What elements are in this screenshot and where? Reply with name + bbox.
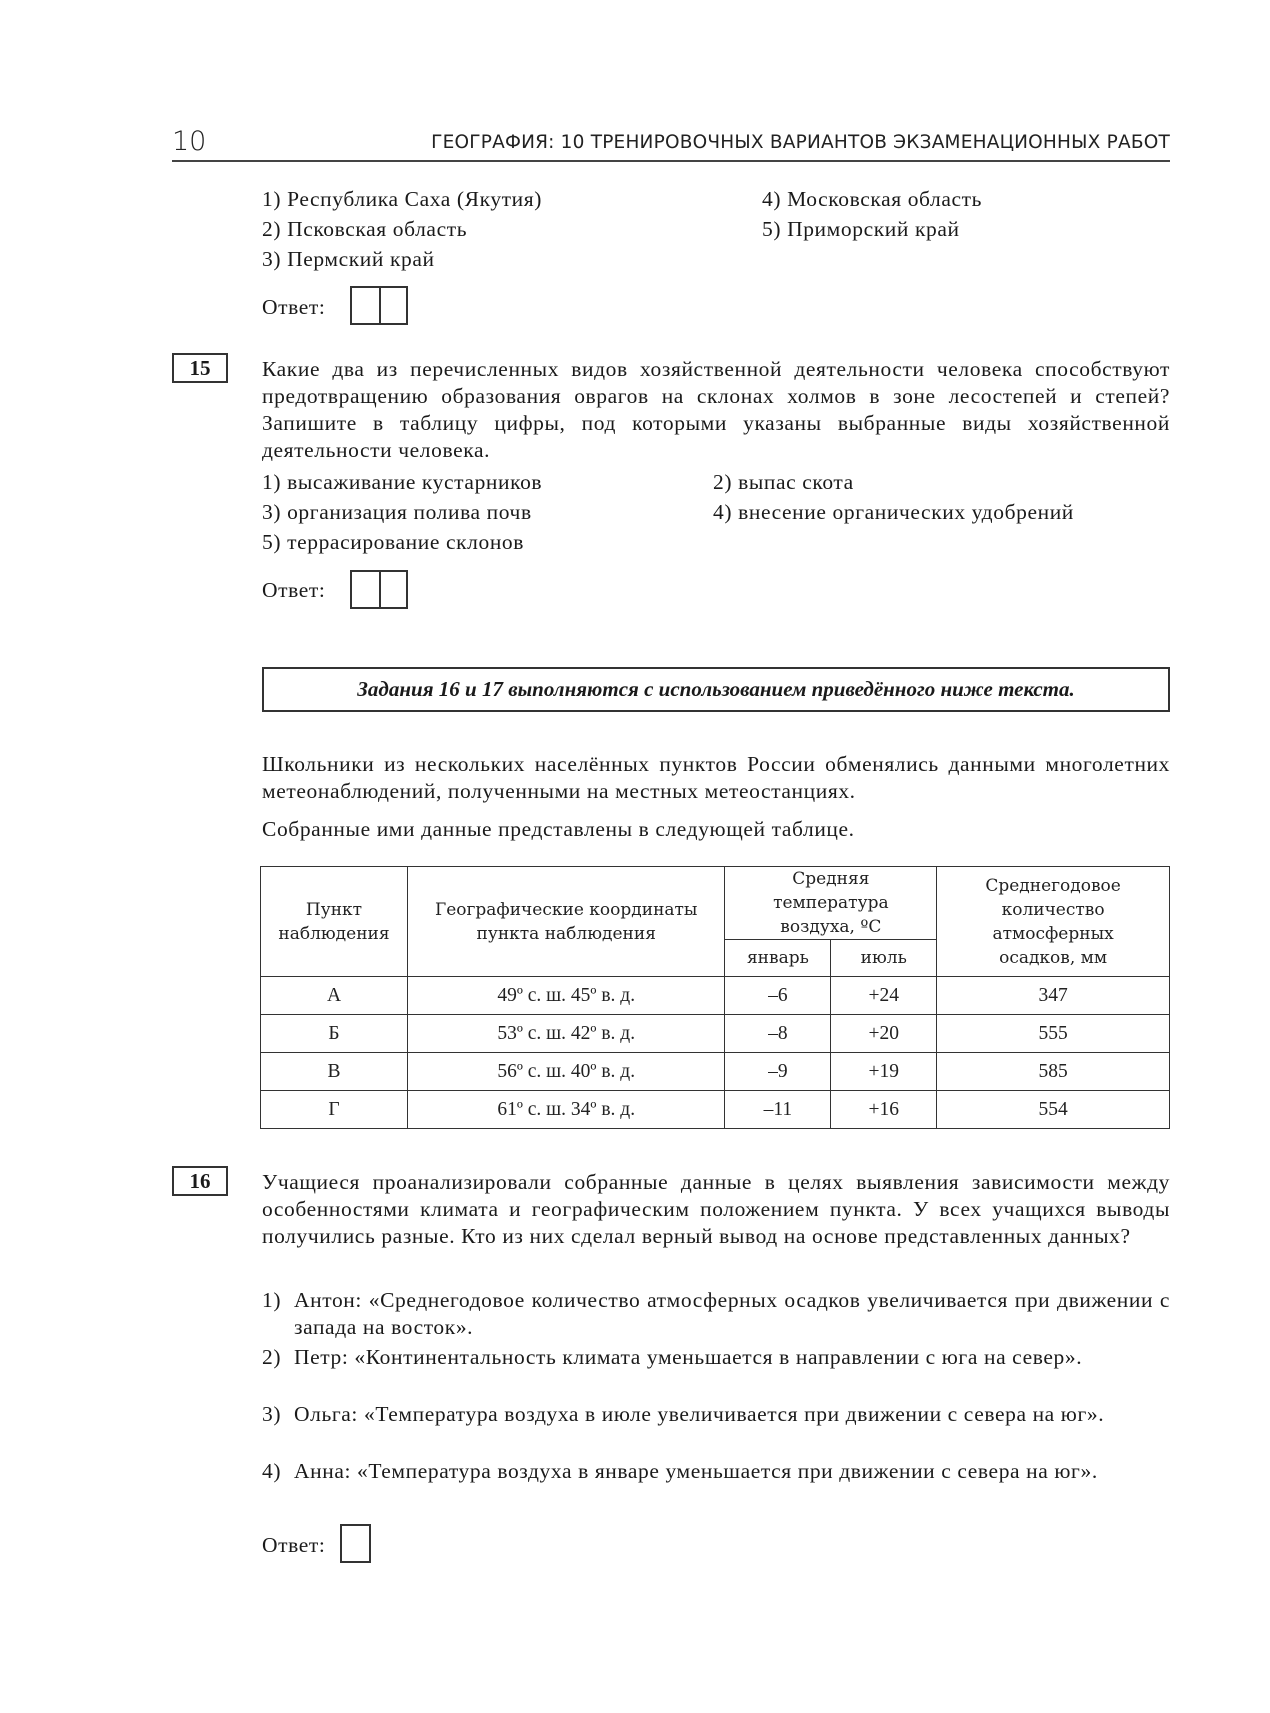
option-item: 5) Приморский край <box>762 217 960 241</box>
option-item: 1) Республика Саха (Якутия) <box>262 187 543 211</box>
cell-coords: 61º с. ш. 34º в. д. <box>407 1091 724 1129</box>
answer-box-task14[interactable] <box>350 286 408 325</box>
cell-precip: 555 <box>937 1015 1170 1053</box>
cell-january: –6 <box>725 977 831 1015</box>
cell-july: +20 <box>831 1015 937 1053</box>
task-number-16: 16 <box>172 1166 228 1196</box>
header-july: июль <box>831 940 937 977</box>
cell-precip: 554 <box>937 1091 1170 1129</box>
header-temperature: Средняя температура воздуха, ºС <box>725 867 937 940</box>
intro-paragraph-2: Собранные ими данные представлены в следующей таблице. <box>262 817 855 841</box>
running-title: ГЕОГРАФИЯ: 10 ТРЕНИРОВОЧНЫХ ВАРИАНТОВ ЭКЗАМЕНАЦИОННЫХ РАБОТ <box>431 132 1170 153</box>
cell-january: –9 <box>725 1053 831 1091</box>
cell-coords: 53º с. ш. 42º в. д. <box>407 1015 724 1053</box>
task16-question: Учащиеся проанализировали собранные данные в целях выявления зависимости между особенностями климата и географическим положением пункта. У всех учащихся выводы получились разные. Кто из них сделал верный вывод на основе представленных данных? <box>262 1170 1170 1248</box>
header-divider <box>172 160 1170 162</box>
option-number: 3) <box>262 1402 282 1426</box>
option-item: 5) террасирование склонов <box>262 530 525 554</box>
tasks-notice-box: Задания 16 и 17 выполняются с использованием приведённого ниже текста. <box>262 667 1170 712</box>
answer-box-task15[interactable] <box>350 570 408 609</box>
answer-cell[interactable] <box>379 288 406 323</box>
answer-box-task16[interactable] <box>340 1524 371 1563</box>
option-text: Ольга: «Температура воздуха в июле увеличивается при движении с севера на юг». <box>294 1402 1105 1426</box>
table-row <box>261 1091 1170 1129</box>
cell-point: В <box>261 1053 408 1091</box>
cell-coords: 49º с. ш. 45º в. д. <box>407 977 724 1015</box>
cell-point: А <box>261 977 408 1015</box>
answer-label: Ответ: <box>262 1533 326 1557</box>
option-text: Петр: «Континентальность климата уменьшается в направлении с юга на север». <box>294 1345 1083 1369</box>
cell-january: –11 <box>725 1091 831 1129</box>
option-item <box>262 1401 1170 1428</box>
answer-cell[interactable] <box>342 1526 369 1561</box>
answer-cell[interactable] <box>352 572 379 607</box>
cell-january: –8 <box>725 1015 831 1053</box>
option-item: 3) Пермский край <box>262 247 435 271</box>
page-number: 10 <box>172 126 207 157</box>
cell-july: +24 <box>831 977 937 1015</box>
table-row <box>261 1015 1170 1053</box>
option-item: 2) выпас скота <box>713 470 854 494</box>
header-january: январь <box>725 940 831 977</box>
header-coords: Географические координаты пункта наблюдения <box>407 867 724 977</box>
option-number: 2) <box>262 1345 282 1369</box>
answer-cell[interactable] <box>352 288 379 323</box>
option-item: 2) Псковская область <box>262 217 468 241</box>
cell-point: Б <box>261 1015 408 1053</box>
answer-label: Ответ: <box>262 295 326 319</box>
answer-label: Ответ: <box>262 578 326 602</box>
intro-paragraph-1: Школьники из нескольких населённых пунктов России обменялись данными многолетних метеонаблюдений, полученными на местных метеостанциях. <box>262 752 1170 803</box>
cell-coords: 56º с. ш. 40º в. д. <box>407 1053 724 1091</box>
option-item <box>262 1287 1170 1341</box>
header-point: Пункт наблюдения <box>261 867 408 977</box>
answer-cell[interactable] <box>379 572 406 607</box>
cell-july: +19 <box>831 1053 937 1091</box>
task-number-15: 15 <box>172 353 228 383</box>
table-row <box>261 977 1170 1015</box>
option-item <box>262 1458 1170 1485</box>
header-precipitation: Среднегодовое количество атмосферных осадков, мм <box>937 867 1170 977</box>
table-row <box>261 1053 1170 1091</box>
task15-question: Какие два из перечисленных видов хозяйственной деятельности человека способствуют предотвращению образования оврагов на склонах холмов в зоне лесостепей и степей? Запишите в таблицу цифры, под которыми указаны выбранные виды хозяйственной деятельности человека. <box>262 357 1170 462</box>
cell-precip: 347 <box>937 977 1170 1015</box>
meteo-data-table <box>260 866 1170 1129</box>
option-text: Антон: «Среднегодовое количество атмосферных осадков увеличивается при движении с запада на восток». <box>294 1288 1170 1339</box>
cell-point: Г <box>261 1091 408 1129</box>
option-item: 1) высаживание кустарников <box>262 470 543 494</box>
option-item: 3) организация полива почв <box>262 500 532 524</box>
option-item: 4) внесение органических удобрений <box>713 500 1074 524</box>
option-item: 4) Московская область <box>762 187 983 211</box>
option-text: Анна: «Температура воздуха в январе уменьшается при движении с севера на юг». <box>294 1459 1098 1483</box>
cell-precip: 585 <box>937 1053 1170 1091</box>
option-number: 1) <box>262 1288 282 1312</box>
option-number: 4) <box>262 1459 282 1483</box>
option-item <box>262 1344 1170 1371</box>
cell-july: +16 <box>831 1091 937 1129</box>
